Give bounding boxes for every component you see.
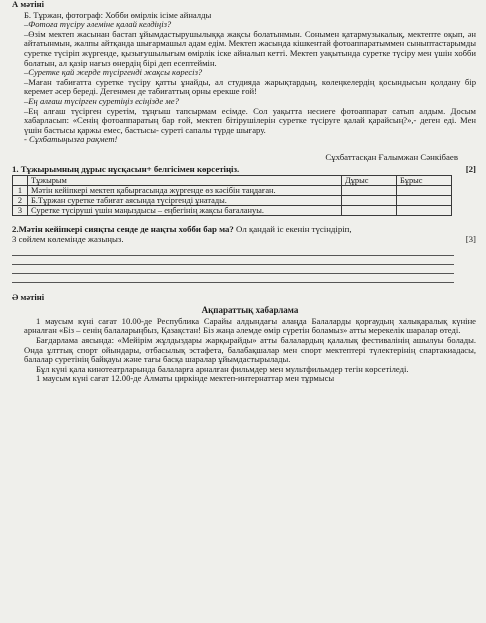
interview-question: –Фотоға түсіру әлеміне қалай келдіңіз?	[24, 19, 172, 30]
question-2-rest: Ол қандай іс екенін түсіндіріп,	[233, 224, 352, 235]
wrong-answer-cell[interactable]	[397, 196, 452, 206]
question-2	[12, 225, 476, 245]
answer-line[interactable]	[12, 256, 454, 265]
table-row	[13, 206, 452, 216]
interview-answer: –Маған табиғатта суретке түсіру қатты ұнайды, ал студияда жарықтардың, көлеңкелердің қосындысын қолдану бір керемет әсер береді. Дегенмен де табиғаттың орны ерекше ғой!	[24, 76, 476, 97]
answer-line[interactable]	[12, 247, 454, 256]
table-header-correct: Дұрыс	[342, 176, 397, 186]
answer-line[interactable]	[12, 265, 454, 274]
question-1	[12, 165, 476, 175]
table-header-statement: Тұжырым	[28, 176, 342, 186]
text-a-heading: А мәтіні	[12, 0, 44, 9]
table-header-wrong: Бұрыс	[397, 176, 452, 186]
wrong-answer-cell[interactable]	[397, 186, 452, 196]
answer-line[interactable]	[12, 274, 454, 283]
interview-answer: –Өзім мектеп жасынан бастап ұйымдастырушылыққа жақсы болатынмын. Сонымен қатармузыкалық, мектепте оқып, ән айтатынмын, жалпы айтқанда шығармашыл адам едім. Мектеп жасында кішкентай фотоаппаратыммен сыныптастарымды суретке түсіріп жүргенде, қызығушылығым өмірлік іске айналып кетті. Мектеп уақытында суретке түсіру мен үшін хобби болатын, ал қазір нағыз өнердің бірі деп есептеймін.	[24, 28, 476, 68]
text-b-title: Ақпараттық хабарлама	[201, 305, 299, 316]
question-1-text: 1. Тұжырымның дұрыс нұсқасын+ белгісімен көрсетіңіз.	[12, 163, 240, 174]
row-number: 2	[13, 196, 28, 206]
row-number: 3	[13, 206, 28, 216]
text-b-paragraph: 1 маусым күні сағат 10.00-де Республика Сарайы алдындағы алаңда Балаларды қорғаудың халықаралық күніне арналған «Біз – сенің балаларыңбыз, Қазақстан! Біз жаңа әлемде өмір сүретін боламыз» атты мерекелік шаралар өтеді.	[24, 315, 476, 336]
correct-answer-cell[interactable]	[342, 186, 397, 196]
text-b-paragraph: Бұл күні қала кинотеатрларында балаларға арналған фильмдер мен мультфильмдер тегін көрсетіледі.	[36, 363, 409, 374]
question-1-marks: [2]	[465, 163, 476, 174]
question-2-marks: [3]	[465, 233, 476, 244]
table-row	[13, 196, 452, 206]
text-b-heading: Ә мәтіні	[12, 291, 45, 302]
interview-thanks: - Сұхбатыңызға рақмет!	[24, 134, 118, 145]
row-number: 1	[13, 186, 28, 196]
table-header-row	[13, 176, 452, 186]
row-statement: Б.Тұржан суретке табиғат аясында түсіргенді ұнатады.	[28, 196, 342, 206]
row-statement: Мәтін кейіпкері мектеп қабырғасында жүргенде өз кәсібін таңдаған.	[28, 186, 342, 196]
interview-author: Сұхбаттасқан Ғалымжан Сәнкібаев	[325, 151, 458, 162]
question-2-bold: 2.Мәтін кейіпкері сияқты сенде де нақты хобби бар ма?	[12, 224, 234, 235]
row-statement: Суретке түсіруші үшін маңыздысы – еңбегінің жақсы бағалануы.	[28, 206, 342, 216]
correct-answer-cell[interactable]	[342, 196, 397, 206]
question-2-line2: 3 сөйлем көлемінде жазыңыз.	[12, 233, 124, 244]
text-b-paragraph: Бағдарлама аясында: «Мейірім жұлдыздары жарқырайды» атты балалардың қалалық фестивалінің ашылуы болады. Онда ұлттық спорт ойындары, отбасылық эстафета, балабақшалар мен спорт мектептері түлектерінің спартакиадасы, балалар суретінің байқауы және тағы басқа шаралар ұйымдастырылады.	[24, 335, 476, 365]
wrong-answer-cell[interactable]	[397, 206, 452, 216]
interview-question: –Суретке қай жерде түсіргенді жақсы көресіз?	[24, 67, 203, 78]
table-header-num	[13, 176, 28, 186]
table-row	[13, 186, 452, 196]
text-a-subtitle: Б. Тұржан, фотограф: Хобби өмірлік ісіме айналды	[24, 9, 212, 20]
statements-table	[12, 175, 452, 216]
interview-answer: –Ең алғаш түсірген суретім, тұңғыш тапсырмам есімде. Сол уақытта несиеге фотоаппарат сатып алдым. Досым хабарласып: «Сенің фотоаппаратың бар ғой, мектеп бітірушілерін суретке түсіруге қалай қарайсың?»,- деген еді. Мен үшін бастысы қаржы емес, бастысы- суреті сапалы түрде шығару.	[24, 105, 476, 135]
text-b-paragraph: 1 маусым күні сағат 12.00-де Алматы циркінде мектеп-интернаттар мен тұрмысы	[36, 373, 335, 384]
interview-question: –Ең алғаш түсірген суретіңіз есіңізде ме?	[24, 95, 179, 106]
correct-answer-cell[interactable]	[342, 206, 397, 216]
